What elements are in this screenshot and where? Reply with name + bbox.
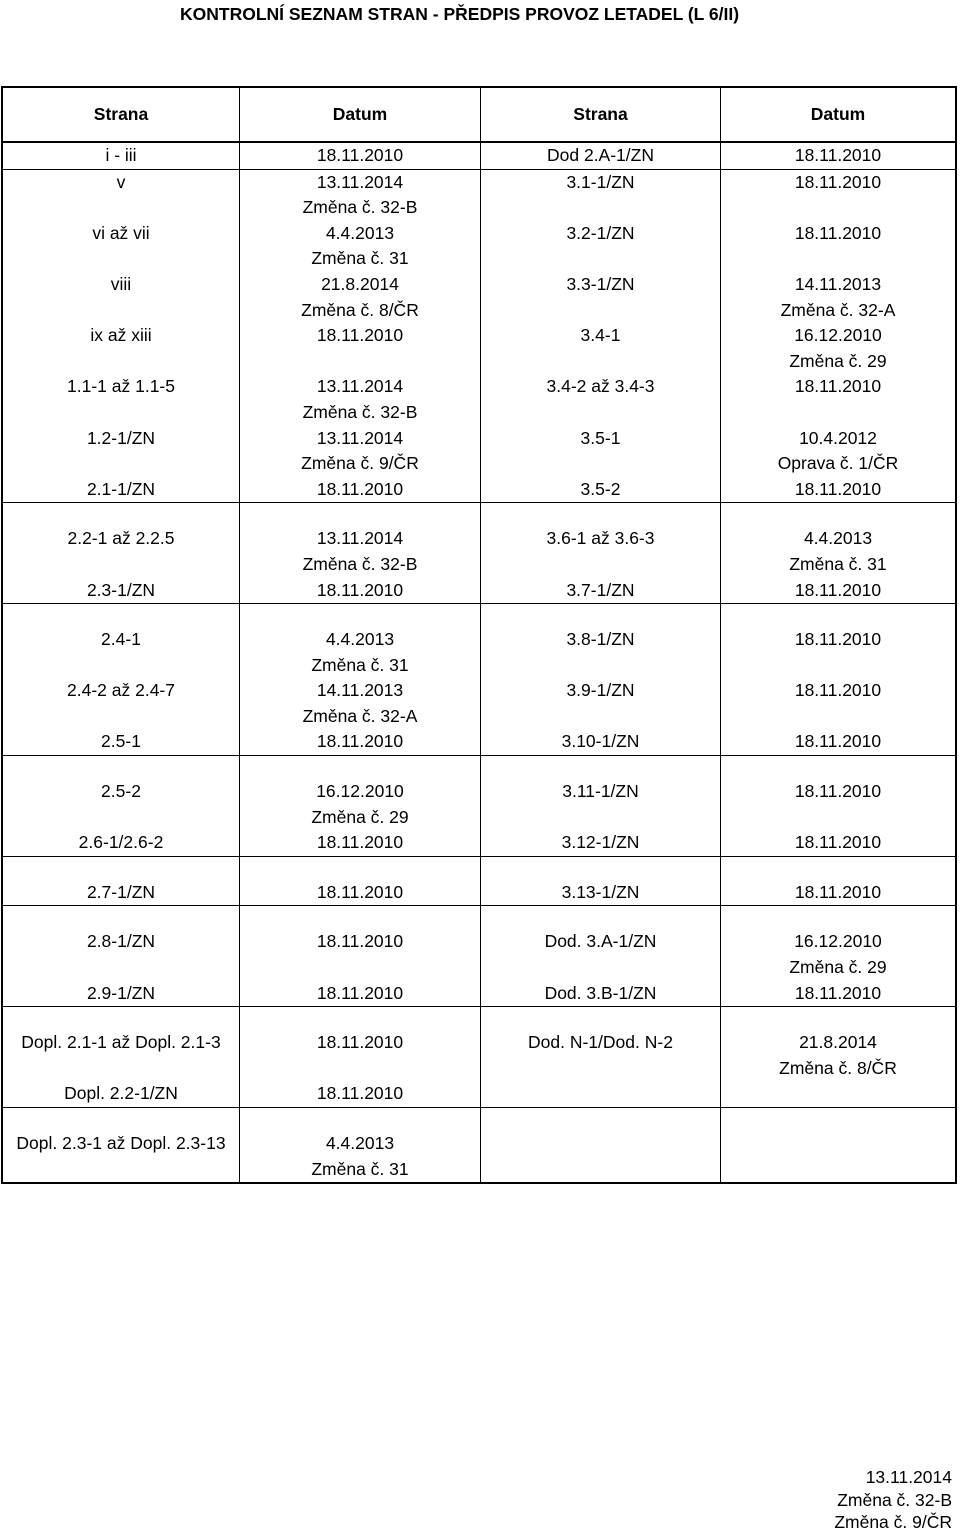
page-cell [481,221,721,272]
date-cell [721,678,955,729]
cell-text: 18.11.2010 [794,781,882,802]
table-row [3,1081,955,1107]
footer-amendment-1: Změna č. 32-B [837,1489,952,1510]
table-row [3,374,955,425]
table-row [3,323,955,374]
date-cell [721,830,955,856]
header-strana-2: Strana [481,88,721,141]
page-cell [3,170,240,221]
table-row [3,1030,955,1081]
spacer-cell [481,857,721,880]
page-cell [481,272,721,323]
header-datum-1: Datum [240,88,481,141]
spacer-row [3,906,955,929]
table-row [3,221,955,272]
date-cell [240,578,481,604]
date-cell [240,929,481,980]
page-cell [3,880,240,906]
cell-text: Změna č. 8/ČR [301,299,419,320]
cell-text: 2.4-1 [101,629,141,650]
table-row [3,627,955,678]
cell-text: 18.11.2010 [794,982,882,1003]
spacer-row [3,503,955,526]
date-cell [240,729,481,755]
spacer-cell [721,906,955,929]
page-cell [3,729,240,755]
spacer-cell [3,1108,240,1131]
footer-amendment-2: Změna č. 9/ČR [834,1512,952,1532]
page-cell [481,830,721,856]
cell-text: 4.4.2013 [325,629,395,650]
cell-text: 16.12.2010 [316,781,404,802]
cell-text: Změna č. 31 [311,654,409,675]
page-cell [481,1081,721,1107]
cell-text: 2.5-2 [101,781,141,802]
page-cell [3,1030,240,1081]
date-cell [240,374,481,425]
cell-text: 4.4.2013 [325,1133,395,1153]
cell-text: 10.4.2012 [799,427,877,448]
cell-text: 3.8-1/ZN [566,629,635,650]
date-cell [721,779,955,830]
date-cell [721,374,955,425]
date-cell [721,272,955,323]
cell-text: 18.11.2010 [794,145,882,165]
date-cell [240,170,481,221]
cell-text: 13.11.2014 [316,171,404,192]
spacer-cell [240,604,481,627]
cell-text: i - iii [105,145,137,165]
cell-text: 18.11.2010 [794,222,882,243]
page-cell [481,981,721,1007]
date-cell [721,729,955,755]
date-cell [721,143,955,169]
cell-text: 1.1-1 až 1.1-5 [67,376,175,397]
cell-text: 18.11.2010 [316,881,404,902]
cell-text: Změna č. 32-A [780,299,896,320]
page-cell [481,477,721,503]
page-cell [481,929,721,980]
cell-text: 3.5-1 [580,427,621,448]
cell-text: 13.11.2014 [316,528,404,549]
cell-text: 13.11.2014 [316,427,404,448]
cell-text: 3.11-1/ZN [562,781,639,802]
cell-text: 3.5-2 [580,478,621,499]
cell-text: 3.7-1/ZN [566,579,635,600]
cell-text: 13.11.2014 [316,376,404,397]
date-cell [240,830,481,856]
spacer-cell [721,1007,955,1030]
page-cell [481,323,721,374]
table-row [3,981,955,1007]
table-section [3,170,955,504]
page-cell [481,526,721,577]
table-header [3,88,955,143]
cell-text: 18.11.2010 [316,731,404,752]
header-strana-1: Strana [3,88,240,141]
page-cell [481,779,721,830]
table-row [3,880,955,906]
page-cell [481,426,721,477]
cell-text: Změna č. 32-B [302,197,418,218]
spacer-cell [481,906,721,929]
table-row [3,272,955,323]
spacer-cell [3,756,240,779]
cell-text: 18.11.2010 [794,832,882,853]
cell-text: 2.7-1/ZN [86,881,156,902]
table-section [3,1007,955,1108]
cell-text: Změna č. 29 [789,957,887,978]
page-cell [3,929,240,980]
page-cell [3,426,240,477]
cell-text: Změna č. 31 [789,553,887,574]
date-cell [721,426,955,477]
cell-text: 2.6-1/2.6-2 [78,832,164,853]
spacer-cell [240,756,481,779]
page-cell [3,272,240,323]
cell-text: Změna č. 29 [311,806,409,827]
spacer-cell [3,1007,240,1030]
date-cell [240,143,481,169]
cell-text: 3.3-1/ZN [566,273,635,294]
cell-text: 2.8-1/ZN [86,931,156,952]
page-cell [481,1131,721,1182]
spacer-cell [481,503,721,526]
table-row [3,526,955,577]
cell-text: 3.2-1/ZN [566,222,635,243]
date-cell [240,627,481,678]
date-cell [240,221,481,272]
spacer-cell [240,503,481,526]
page-cell [481,729,721,755]
cell-text: 3.9-1/ZN [566,680,635,701]
cell-text: v [116,171,126,192]
cell-text: Dod. 3.A-1/ZN [544,931,657,952]
cell-text: vi až vii [92,222,150,243]
spacer-row [3,604,955,627]
cell-text: 18.11.2010 [316,325,404,346]
cell-text: 18.11.2010 [316,145,404,165]
cell-text: 3.4-1 [580,325,621,346]
footer-date: 13.11.2014 [865,1467,952,1487]
cell-text: 14.11.2013 [316,680,404,701]
page-title: KONTROLNÍ SEZNAM STRAN - PŘEDPIS PROVOZ LETADEL (L 6/II) [180,4,740,24]
page-cell [3,221,240,272]
date-cell [240,981,481,1007]
cell-text: 18.11.2010 [316,1083,404,1104]
spacer-cell [481,756,721,779]
page-cell [3,627,240,678]
cell-text: Změna č. 29 [789,350,887,371]
cell-text: Dopl. 2.1-1 až Dopl. 2.1-3 [21,1032,221,1053]
page-cell [3,830,240,856]
cell-text: 3.10-1/ZN [561,731,640,752]
page-cell [3,323,240,374]
date-cell [721,578,955,604]
cell-text: 2.1-1/ZN [86,478,156,499]
header-datum-2: Datum [810,103,866,124]
spacer-row [3,1007,955,1030]
cell-text: Dod. 3.B-1/ZN [544,982,657,1003]
cell-text: viii [110,273,132,294]
cell-text: Dod 2.A-1/ZN [547,145,654,165]
spacer-cell [481,604,721,627]
cell-text: 18.11.2010 [794,680,882,701]
spacer-cell [721,857,955,880]
cell-text: Oprava č. 1/ČR [777,453,899,474]
date-cell [721,170,955,221]
date-cell [240,880,481,906]
spacer-cell [3,857,240,880]
cell-text: 18.11.2010 [316,478,404,499]
cell-text: 18.11.2010 [794,731,882,752]
cell-text: 2.4-2 až 2.4-7 [67,680,175,701]
date-cell [240,1081,481,1107]
spacer-cell [3,604,240,627]
page-cell [3,477,240,503]
table-section [3,756,955,857]
cell-text: 3.4-2 až 3.4-3 [546,376,655,397]
cell-text: 2.9-1/ZN [86,982,156,1003]
cell-text: 18.11.2010 [794,629,882,650]
date-cell [240,1131,481,1182]
date-cell [240,1030,481,1081]
cell-text: Změna č. 32-B [302,553,418,574]
footer-revision [834,1466,952,1534]
table-row [3,143,955,169]
date-cell [240,323,481,374]
page-cell [481,170,721,221]
cell-text: Změna č. 9/ČR [301,453,419,474]
page-cell [3,1081,240,1107]
cell-text: 21.8.2014 [321,273,399,294]
date-cell [721,981,955,1007]
date-cell [240,477,481,503]
table-row [3,929,955,980]
spacer-cell [240,906,481,929]
page-cell [481,627,721,678]
table-row [3,426,955,477]
cell-text: 14.11.2013 [794,273,882,294]
date-cell [721,1030,955,1081]
cell-text: 4.4.2013 [803,528,873,549]
cell-text: 18.11.2010 [794,881,882,902]
table-section [3,503,955,604]
date-cell [721,477,955,503]
cell-text: Změna č. 32-B [302,401,418,422]
cell-text: 18.11.2010 [794,478,882,499]
cell-text: 16.12.2010 [794,931,882,952]
cell-text: 2.3-1/ZN [86,579,156,600]
date-cell [240,779,481,830]
table-row [3,830,955,856]
cell-text: 18.11.2010 [316,982,404,1003]
date-cell [721,929,955,980]
table-row [3,779,955,830]
page-cell [3,374,240,425]
page-cell [3,981,240,1007]
spacer-row [3,756,955,779]
date-cell [240,426,481,477]
table-row [3,678,955,729]
cell-text: ix až xiii [90,325,152,346]
cell-text: 18.11.2010 [794,579,882,600]
spacer-row [3,1108,955,1131]
spacer-cell [240,1108,481,1131]
page-cell [481,880,721,906]
cell-text: 2.5-1 [101,731,141,752]
cell-text: 18.11.2010 [316,832,404,853]
cell-text: Dopl. 2.3-1 až Dopl. 2.3-13 [16,1133,226,1153]
spacer-cell [240,857,481,880]
table-body [3,143,955,1182]
spacer-cell [481,1108,721,1131]
cell-text: Změna č. 8/ČR [779,1057,897,1078]
spacer-cell [481,1007,721,1030]
page-cell [3,678,240,729]
table-row [3,477,955,503]
spacer-cell [3,906,240,929]
table-section [3,1108,955,1182]
table-row [3,729,955,755]
table-row [3,170,955,221]
date-cell [240,526,481,577]
cell-text: 18.11.2010 [794,376,882,397]
cell-text: Změna č. 31 [311,248,409,269]
table-section [3,143,955,170]
table-section [3,604,955,756]
spacer-cell [240,1007,481,1030]
spacer-cell [721,756,955,779]
cell-text: 3.6-1 až 3.6-3 [546,528,655,549]
cell-text: Změna č. 32-A [302,705,418,726]
cell-text: 18.11.2010 [316,931,404,952]
spacer-cell [721,1108,955,1131]
table-section [3,906,955,1007]
date-cell [721,1081,955,1107]
table-row [3,1131,955,1182]
page-cell [3,1131,240,1182]
page-cell [481,374,721,425]
cell-text: 2.2-1 až 2.2.5 [67,528,175,549]
page-cell [481,143,721,169]
table-section [3,857,955,907]
date-cell [721,1131,955,1182]
date-cell [240,678,481,729]
cell-text: Změna č. 31 [311,1158,409,1179]
cell-text: 18.11.2010 [794,171,882,192]
cell-text: 21.8.2014 [799,1032,877,1053]
date-cell [240,272,481,323]
page-cell [3,779,240,830]
page-cell [3,143,240,169]
cell-text: Dod. N-1/Dod. N-2 [528,1032,673,1053]
table-row [3,578,955,604]
cell-text: 1.2-1/ZN [86,427,156,448]
date-cell [721,221,955,272]
page-cell [3,578,240,604]
cell-text: 18.11.2010 [316,579,404,600]
date-cell [721,323,955,374]
cell-text: 3.1-1/ZN [566,171,635,192]
checklist-table [1,86,957,1184]
cell-text: 3.13-1/ZN [561,881,640,902]
page-cell [481,678,721,729]
page-cell [481,1030,721,1081]
spacer-row [3,857,955,880]
date-cell [721,627,955,678]
date-cell [721,526,955,577]
cell-text: 18.11.2010 [316,1032,404,1053]
date-cell [721,880,955,906]
spacer-cell [3,503,240,526]
cell-text: 16.12.2010 [794,325,882,346]
cell-text: 4.4.2013 [325,222,395,243]
cell-text: 3.12-1/ZN [561,832,640,853]
spacer-cell [721,503,955,526]
page-cell [481,578,721,604]
spacer-cell [721,604,955,627]
page-cell [3,526,240,577]
cell-text: Dopl. 2.2-1/ZN [64,1083,178,1104]
